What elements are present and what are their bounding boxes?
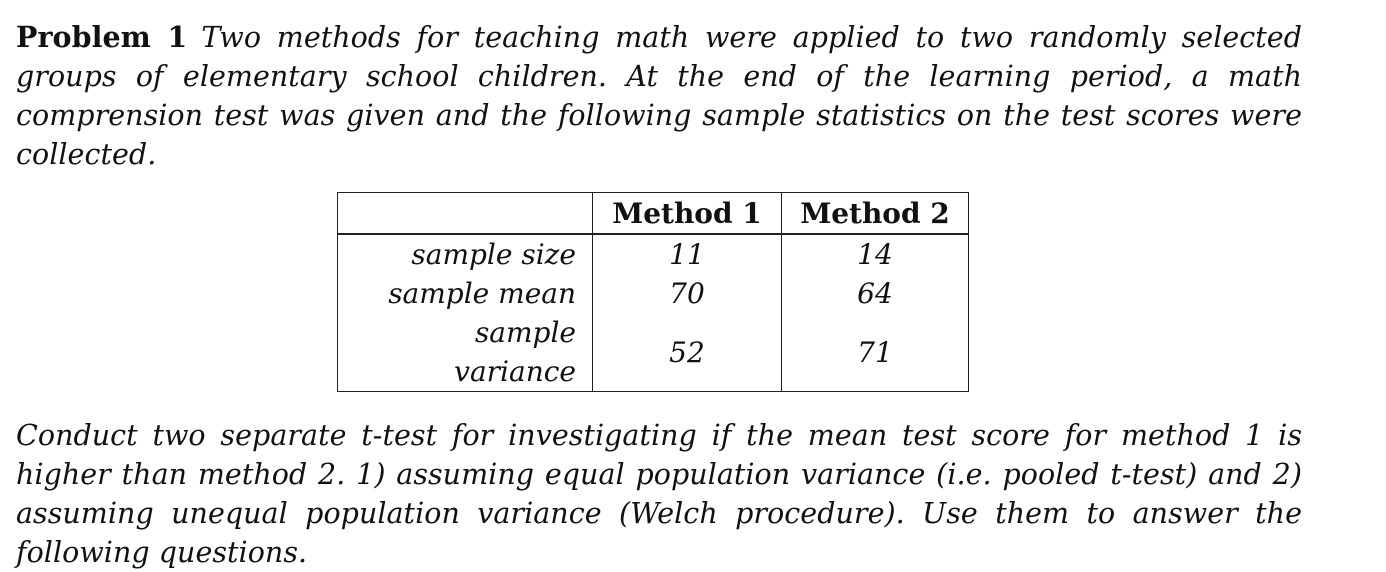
- problem-intro: Two methods for teaching math were applied to two randomly selected groups of elementary school children. At the end of the learning period, a math comprension test was given and the following sample statistics on the test scores were collected.: [16, 21, 1303, 171]
- cell-method-2-sample-variance: 71: [782, 313, 969, 392]
- table-header-method-1: Method 1: [593, 193, 782, 235]
- row-label-sample-mean: sample mean: [338, 274, 593, 313]
- table-header-empty: [338, 193, 593, 235]
- row-label-sample-size: sample size: [338, 234, 593, 274]
- statistics-table: [337, 192, 969, 392]
- problem-label: Problem 1: [16, 20, 188, 54]
- table-header-method-2: Method 2: [782, 193, 969, 235]
- cell-method-1-sample-mean: 70: [593, 274, 782, 313]
- document-page: [16, 18, 1346, 572]
- cell-method-2-sample-mean: 64: [782, 274, 969, 313]
- cell-method-1-sample-variance: 52: [593, 313, 782, 392]
- row-label-sample-variance: sample variance: [338, 313, 593, 392]
- cell-method-2-sample-size: 14: [782, 234, 969, 274]
- problem-statement: [16, 18, 1302, 174]
- table-row: [338, 274, 969, 313]
- table-header-row: [338, 193, 969, 235]
- table-row: [338, 313, 969, 392]
- cell-method-1-sample-size: 11: [593, 234, 782, 274]
- table-row: [338, 234, 969, 274]
- statistics-table-wrapper: [337, 192, 1346, 392]
- instructions-paragraph: Conduct two separate t-test for investigating if the mean test score for method 1 is higher than method 2. 1) assuming equal population variance (i.e. pooled t-test) and 2) assuming unequal population variance (Welch procedure). Use them to answer the following questions.: [16, 419, 1302, 569]
